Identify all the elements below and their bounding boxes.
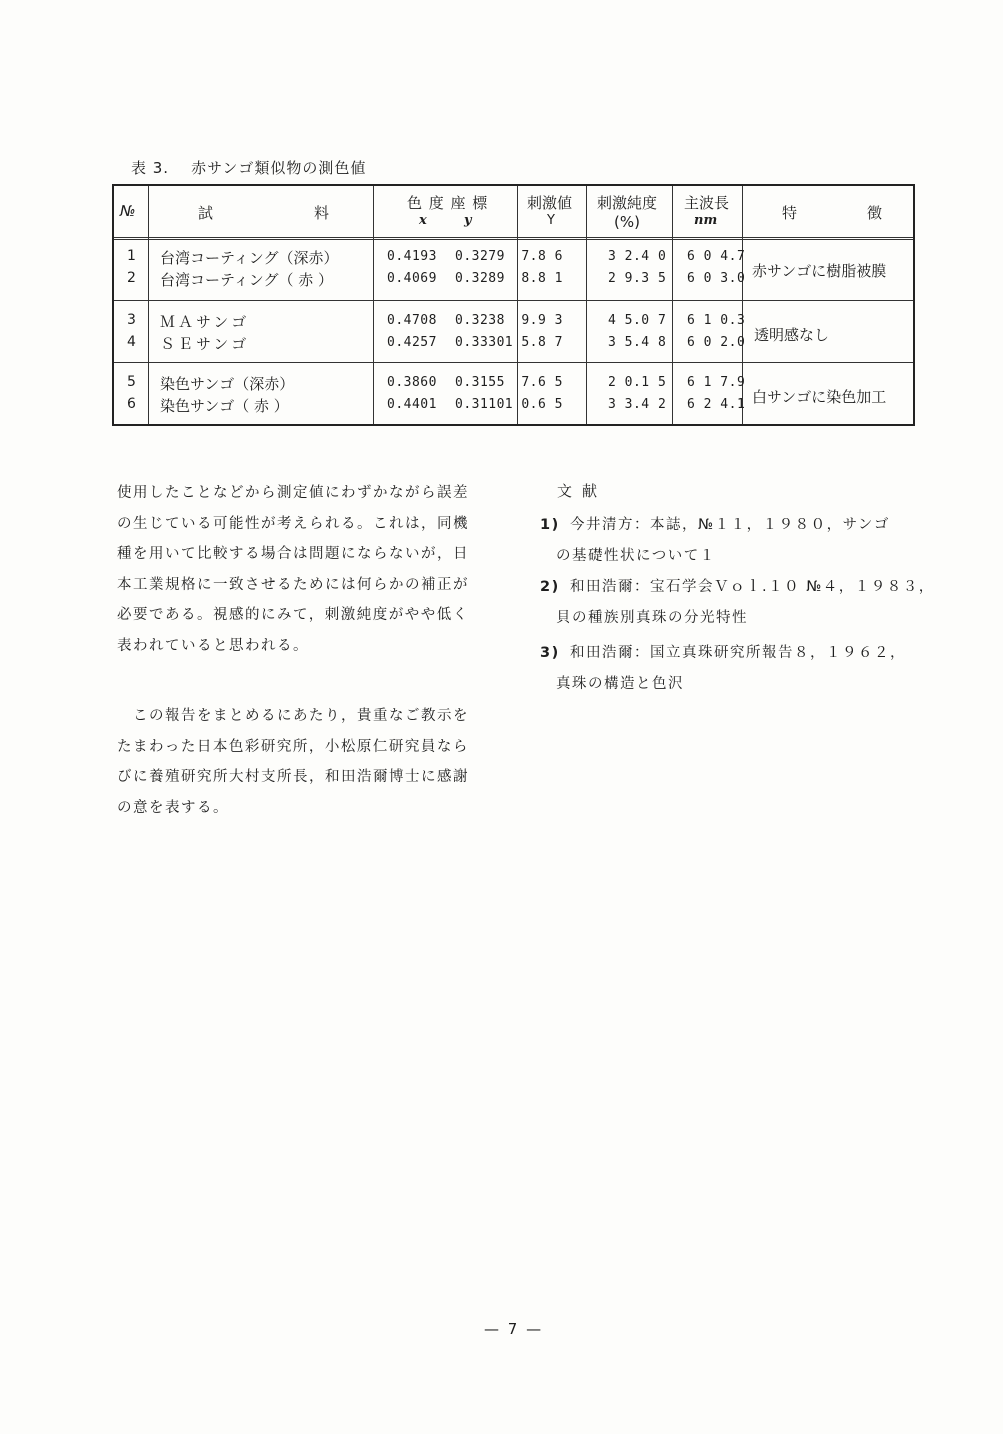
row-sample: ＳＥサンゴ: [160, 335, 250, 353]
header-stimulus-purity: 刺激純度: [597, 194, 658, 212]
text-line: たまわった日本色彩研究所，小松原仁研究員なら: [117, 738, 469, 755]
row-purity: 3 2.4 0: [608, 249, 667, 264]
row-sample: 染色サンゴ（深赤）: [160, 375, 295, 393]
row-wavelength: 6 1 0.3: [687, 313, 746, 328]
reference-number: 3): [540, 645, 560, 661]
text-line: 表われていると思われる。: [117, 637, 309, 654]
header-sample-right: 料: [314, 204, 330, 222]
row-no: 2: [127, 270, 136, 286]
header-no: №: [120, 202, 136, 220]
row-no: 3: [127, 312, 136, 328]
row-no: 6: [127, 396, 136, 412]
row-stimulus-y: 9.9 3: [521, 313, 563, 328]
row-x: 0.3860: [387, 375, 437, 390]
row-x: 0.4193: [387, 249, 437, 264]
reference-line1: 和田浩爾：宝石学会Ｖｏｌ.１０ №４，１９８３，: [570, 579, 935, 595]
row-wavelength: 6 2 4.1: [687, 397, 746, 412]
row-sample: 染色サンゴ（ 赤 ）: [160, 397, 289, 415]
row-stimulus-y: 7.6 5: [521, 375, 563, 390]
header-stimulus-value: 刺激値: [527, 194, 573, 212]
row-sample: 台湾コーティング（深赤）: [160, 249, 339, 267]
reference-item: [540, 572, 960, 634]
row-stimulus-y: 7.8 6: [521, 249, 563, 264]
row-x: 0.4708: [387, 313, 437, 328]
row-wavelength: 6 1 7.9: [687, 375, 746, 390]
reference-line2: 貝の種族別真珠の分光特性: [556, 610, 748, 626]
row-y: 0.3289: [455, 271, 505, 286]
row-wavelength: 6 0 3.0: [687, 271, 746, 286]
header-feature-left: 特: [782, 204, 798, 222]
text-line: 必要である。視感的にみて，刺激純度がやや低く: [117, 607, 469, 623]
text-line: 種を用いて比較する場合は問題にならないが，日: [117, 546, 469, 562]
row-y: 0.3155: [455, 375, 505, 390]
header-sample-left: 試: [198, 204, 214, 222]
text-line: の意を表する。: [117, 799, 229, 816]
table-caption: [131, 157, 366, 178]
row-feature: 白サンゴに染色加工: [752, 388, 887, 406]
reference-line1: 今井清方：本誌，№１１，１９８０，サンゴ: [570, 517, 890, 533]
reference-line1: 和田浩爾：国立真珠研究所報告８，１９６２，: [570, 645, 906, 661]
row-feature: 透明感なし: [754, 326, 830, 344]
text-line: の生じている可能性が考えられる。これは，同機: [117, 515, 469, 532]
text-line: 本工業規格に一致させるためには何らかの補正が: [117, 576, 469, 593]
row-stimulus-y: 1 0.6 5: [504, 397, 563, 412]
row-y: 0.3279: [455, 249, 505, 264]
row-sample: ＭＡサンゴ: [160, 313, 250, 331]
row-y: 0.3238: [455, 313, 505, 328]
body-paragraph: [117, 478, 507, 661]
reference-number: 1): [540, 517, 560, 533]
reference-line2: 真珠の構造と色沢: [556, 676, 684, 692]
row-purity: 3 5.4 8: [608, 335, 667, 350]
references-heading: 文献: [557, 482, 608, 500]
acknowledgement-paragraph: [117, 701, 507, 823]
header-wavelength-unit: nm: [694, 213, 718, 228]
reference-item: [540, 510, 960, 572]
header-dominant-wavelength: 主波長: [684, 194, 730, 212]
row-sample: 台湾コーティング（ 赤 ）: [160, 271, 334, 289]
reference-item: [540, 638, 960, 700]
table-number: 表 3.: [131, 159, 170, 177]
page-number: — 7 —: [484, 1320, 544, 1338]
header-feature-right: 徴: [867, 204, 883, 222]
header-chroma-x: x: [419, 213, 427, 228]
row-stimulus-y: 8.8 1: [521, 271, 563, 286]
text-line: この報告をまとめるにあたり，貴重なご教示を: [117, 708, 469, 724]
header-stimulus-purity-unit: (%): [614, 213, 640, 231]
header-stimulus-value-y: Y: [547, 213, 555, 228]
row-x: 0.4401: [387, 397, 437, 412]
row-no: 4: [127, 334, 136, 350]
row-feature: 赤サンゴに樹脂被膜: [752, 262, 887, 280]
row-purity: 2 0.1 5: [608, 375, 667, 390]
row-x: 0.4069: [387, 271, 437, 286]
row-y: 0.3110: [455, 397, 505, 412]
row-stimulus-y: 1 5.8 7: [504, 335, 563, 350]
row-purity: 3 3.4 2: [608, 397, 667, 412]
header-chroma-y: y: [464, 213, 472, 228]
color-measurement-table: [112, 184, 915, 426]
row-purity: 4 5.0 7: [608, 313, 667, 328]
table-title: 赤サンゴ類似物の測色値: [191, 159, 367, 177]
row-no: 1: [127, 248, 136, 264]
row-y: 0.3330: [455, 335, 505, 350]
row-wavelength: 6 0 2.0: [687, 335, 746, 350]
reference-line2: の基礎性状について１: [556, 548, 716, 564]
row-x: 0.4257: [387, 335, 437, 350]
text-line: びに養殖研究所大村支所長，和田浩爾博士に感謝: [117, 769, 469, 785]
header-chromaticity: 色 度 座 標: [407, 194, 489, 212]
row-purity: 2 9.3 5: [608, 271, 667, 286]
row-no: 5: [127, 374, 136, 390]
row-wavelength: 6 0 4.7: [687, 249, 746, 264]
text-line: 使用したことなどから測定値にわずかながら誤差: [117, 485, 469, 501]
reference-number: 2): [540, 579, 560, 595]
